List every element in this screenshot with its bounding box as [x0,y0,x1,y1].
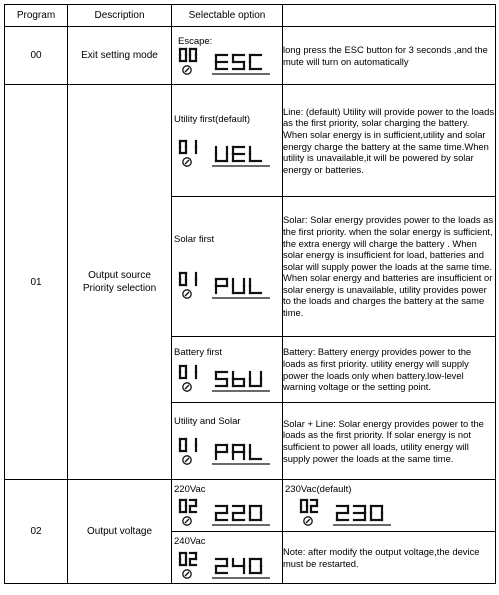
program-description [68,85,172,480]
option-note: Solar + Line: Solar energy provides power to the loads as the first priority. If solar energy is not sufficient to power all loads, utility energy will supply power the loads at the same time. [283,403,496,480]
option-note: Line: (default) Utility will provide power to the loads as the first priority, solar charging the battery. When solar energy is in sufficient,utility and solar energy charge the battery at the same time.When utility is unavailable,it will be powered by solar energy or batteries. [283,85,496,197]
option-label: 220Vac [174,484,206,495]
option-cell-240vac [172,532,283,584]
option-label: 240Vac [174,535,206,547]
header-program: Program [5,5,68,27]
lcd-display-utility-first [172,139,276,169]
option-label: Battery first [174,346,223,358]
clock-icon-hand [185,68,189,72]
settings-table [4,4,496,584]
lcd-glyphs [172,364,276,394]
program-number: 01 [5,85,68,480]
option-cell-solar-first [172,197,283,337]
lcd-glyphs [172,271,276,301]
lcd-glyphs [172,551,276,581]
option-cell-escape [172,27,283,85]
table-row-program-00 [5,27,496,85]
lcd-glyphs [172,437,276,467]
option-label: Solar first [174,233,215,245]
clock-icon-hand [185,572,189,576]
lcd-display-solar-first [172,271,276,301]
lcd-display-240vac [172,551,276,581]
clock-icon-hand [185,385,189,389]
program-description: Output voltage [68,480,172,584]
lcd-display-220vac [172,498,276,528]
program-number: 02 [5,480,68,584]
clock-icon-hand [185,292,189,296]
description-line: Output source [88,270,151,281]
option-label: Utility first(default) [174,113,251,125]
option-label: Utility and Solar [174,416,241,427]
option-cell-utility-and-solar [172,403,283,480]
option-cell-battery-first [172,337,283,403]
table-row-program-02-a [5,480,496,532]
clock-icon-hand [185,458,189,462]
lcd-display-utility-and-solar [172,437,276,467]
option-note: Note: after modify the output voltage,the device must be restarted. [283,532,496,584]
option-cell-230vac [283,480,496,532]
program-description: Exit setting mode [68,27,172,85]
option-note: Battery: Battery energy provides power to the loads as first priority. utility energy will supply power the loads only when battery.low-level warning voltage or the setting point. [283,337,496,403]
option-label: Escape: [178,35,213,47]
clock-icon-hand [306,519,310,523]
option-label: 230Vac(default) [285,484,352,495]
description-line: Priority selection [82,283,157,294]
option-note: long press the ESC button for 3 seconds ,and the mute will turn on automatically [283,27,496,85]
lcd-display-battery-first [172,364,276,394]
header-description: Description [68,5,172,27]
option-cell-utility-first [172,85,283,197]
lcd-glyphs [172,498,276,528]
lcd-glyphs [172,139,276,169]
table-header-row [5,5,496,27]
clock-icon-hand [185,160,189,164]
header-option: Selectable option [172,5,283,27]
lcd-display-escape [172,47,276,77]
clock-icon-hand [185,519,189,523]
option-note: Solar: Solar energy provides power to the loads as the first priority. when the solar energy is sufficient, the extra energy will charge the battery . When solar energy is insufficient for load, batteries and solar will supply power the loads at the same time. When solar energy and batteries are insufficient or solar energy is unavailable, utility provides power to the loads and charges the battery at the same time. [283,197,496,337]
header-notes [283,5,496,27]
table-row-program-01-utility [5,85,496,197]
program-number: 00 [5,27,68,85]
lcd-display-230vac [293,498,397,528]
lcd-glyphs [172,47,276,77]
option-cell-220vac [172,480,283,532]
lcd-glyphs [293,498,397,528]
